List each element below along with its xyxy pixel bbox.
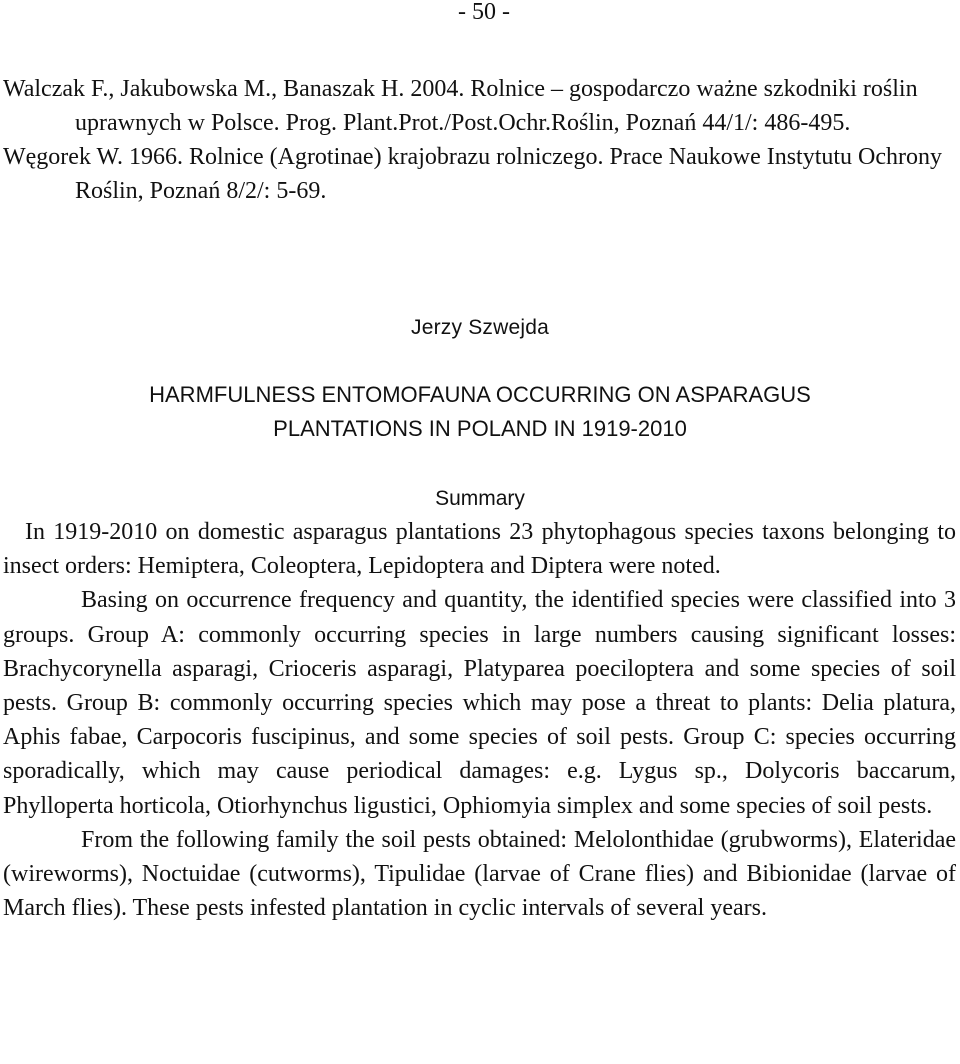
summary-paragraph: From the following family the soil pests obtained: Melolonthidae (grubworms), Elateridae (wireworms), Noctuidae (cutworms), Tipulidae (larvae of Crane flies) and Bibionidae (larvae of March flies). These pests infested plantation in cyclic intervals of several years. (3, 826, 956, 922)
article-title-line: PLANTATIONS IN POLAND IN 1919-2010 (273, 416, 687, 441)
reference-item: Walczak F., Jakubowska M., Banaszak H. 2004. Rolnice – gospodarczo ważne szkodniki roślin uprawnych w Polsce. Prog. Plant.Prot./Post.Ochr.Roślin, Poznań 44/1/: 486-495. (3, 76, 918, 136)
summary-paragraph: In 1919-2010 on domestic asparagus plantations 23 phytophagous species taxons belonging to insect orders: Hemiptera, Coleoptera, Lepidoptera and Diptera were noted. (3, 519, 956, 580)
article-title (0, 378, 960, 446)
reference-list (3, 72, 953, 208)
page-number: - 50 - (458, 0, 510, 25)
reference-item: Węgorek W. 1966. Rolnice (Agrotinae) krajobrazu rolniczego. Prace Naukowe Instytutu Ochrony Roślin, Poznań 8/2/: 5-69. (3, 144, 943, 204)
summary-heading: Summary (435, 487, 525, 510)
summary-body (3, 515, 956, 925)
article-title-line: HARMFULNESS ENTOMOFAUNA OCCURRING ON ASPARAGUS (149, 382, 811, 407)
summary-paragraph: Basing on occurrence frequency and quantity, the identified species were classified into 3 groups. Group A: commonly occurring species in large numbers causing significant losses: Brachycorynella asparagi, Crioceris asparagi, Platyparea poeciloptera and some species of soil pests. Group B: commonly occurring species which may pose a threat to plants: Delia platura, Aphis fabae, Carpocoris fuscipinus, and some species of soil pests. Group C: species occurring sporadically, which may cause periodical damages: e.g. Lygus sp., Dolycoris baccarum, Phylloperta horticola, Otiorhynchus ligustici, Ophiomyia simplex and some species of soil pests. (3, 587, 956, 819)
author-name: Jerzy Szwejda (411, 316, 549, 339)
